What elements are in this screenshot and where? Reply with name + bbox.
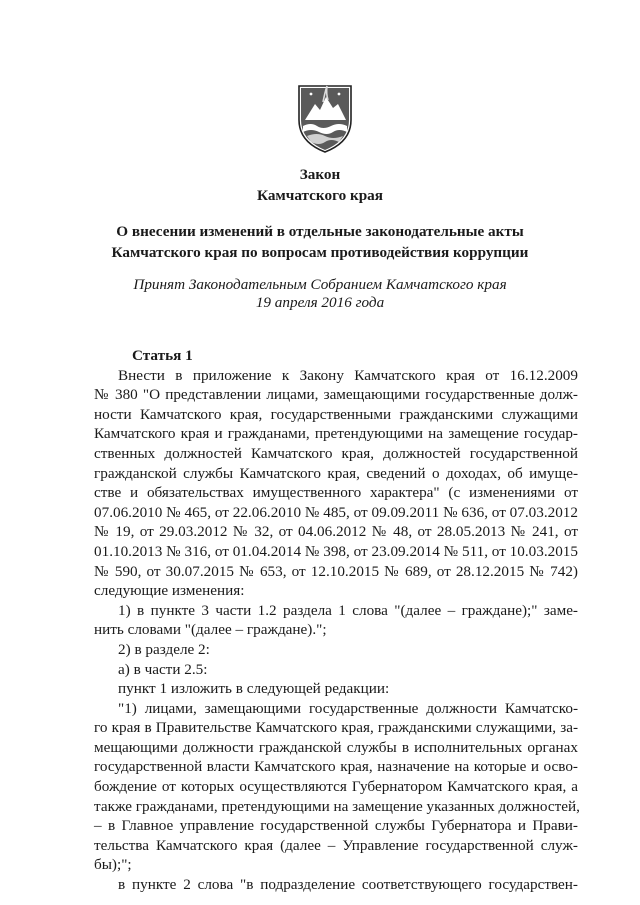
paragraph-line: "1) лицами, замещающими государственные должности Камчатско- — [118, 699, 578, 717]
adoption-date: 19 апреля 2016 года — [255, 294, 385, 311]
paragraph-line: ственных должностей Камчатского края, должностей государственной — [94, 444, 578, 462]
article-body — [94, 346, 578, 895]
paragraph-line: № 19, от 29.03.2012 № 32, от 04.06.2012 № 48, от 28.05.2013 № 241, от — [94, 523, 578, 541]
paragraph-line: – в Главное управление государственной службы Губернатора и Прави- — [94, 817, 578, 835]
paragraph-line: № 380 "О представлении лицами, замещающими государственные долж- — [94, 386, 578, 404]
region-title: Камчатского края — [257, 187, 383, 204]
paragraph-line: № 590, от 30.07.2015 № 653, от 12.10.2015 № 689, от 28.12.2015 № 742) — [94, 562, 578, 580]
paragraph-line: 1) в пункте 3 части 1.2 раздела 1 слова "(далее – граждане);" заме- — [118, 601, 578, 619]
paragraph-line: также гражданами, претендующими на замещение указанных должностей, — [94, 797, 580, 815]
paragraph-line: гражданской службы Камчатского края, сведений о доходах, об имуще- — [94, 464, 578, 482]
paragraph-line: Камчатского края и гражданами, претендующими на замещение государ- — [94, 425, 578, 443]
article-heading: Статья 1 — [132, 347, 193, 364]
paragraph-line: бы);"; — [94, 856, 132, 874]
paragraph-line: 2) в разделе 2: — [118, 640, 210, 658]
law-subject-line-2: Камчатского края по вопросам противодействия коррупции — [111, 244, 529, 261]
paragraph-line: 01.10.2013 № 316, от 01.04.2014 № 398, от 23.09.2014 № 511, от 10.03.2015 — [94, 542, 578, 560]
paragraph-line: мещающими должности гражданской службы в исполнительных органах — [94, 738, 578, 756]
paragraph-line: го края в Правительстве Камчатского края, гражданскими служащими, за- — [94, 719, 578, 737]
paragraph-line: следующие изменения: — [94, 582, 245, 600]
paragraph-line: в пункте 2 слова "в подразделение соответствующего государствен- — [118, 876, 578, 894]
adoption-note-line-1: Принят Законодательным Собранием Камчатского края — [133, 276, 507, 293]
kamchatka-coat-of-arms-icon — [295, 80, 355, 154]
paragraph-line: тельства Камчатского края (далее – Управление государственной служ- — [94, 836, 578, 854]
paragraph-line: ности Камчатского края, государственными гражданскими служащими — [94, 405, 578, 423]
paragraph-line: нить словами "(далее – граждане)."; — [94, 621, 327, 639]
paragraph-line: государственной власти Камчатского края, назначение на которые и осво- — [94, 758, 578, 776]
paragraph-line: бождение от которых осуществляются Губернатором Камчатского края, а — [94, 778, 578, 796]
paragraph-line: 07.06.2010 № 465, от 22.06.2010 № 485, от 09.09.2011 № 636, от 07.03.2012 — [94, 503, 578, 521]
law-subject-line-1: О внесении изменений в отдельные законодательные акты — [116, 223, 524, 240]
paragraph-line: пункт 1 изложить в следующей редакции: — [118, 680, 390, 698]
paragraph-line: а) в части 2.5: — [118, 660, 208, 678]
paragraph-line: Внести в приложение к Закону Камчатского края от 16.12.2009 — [118, 366, 578, 384]
paragraph-line: стве и обязательствах имущественного характера" (с изменениями от — [94, 484, 578, 502]
law-title: Закон — [299, 166, 341, 183]
